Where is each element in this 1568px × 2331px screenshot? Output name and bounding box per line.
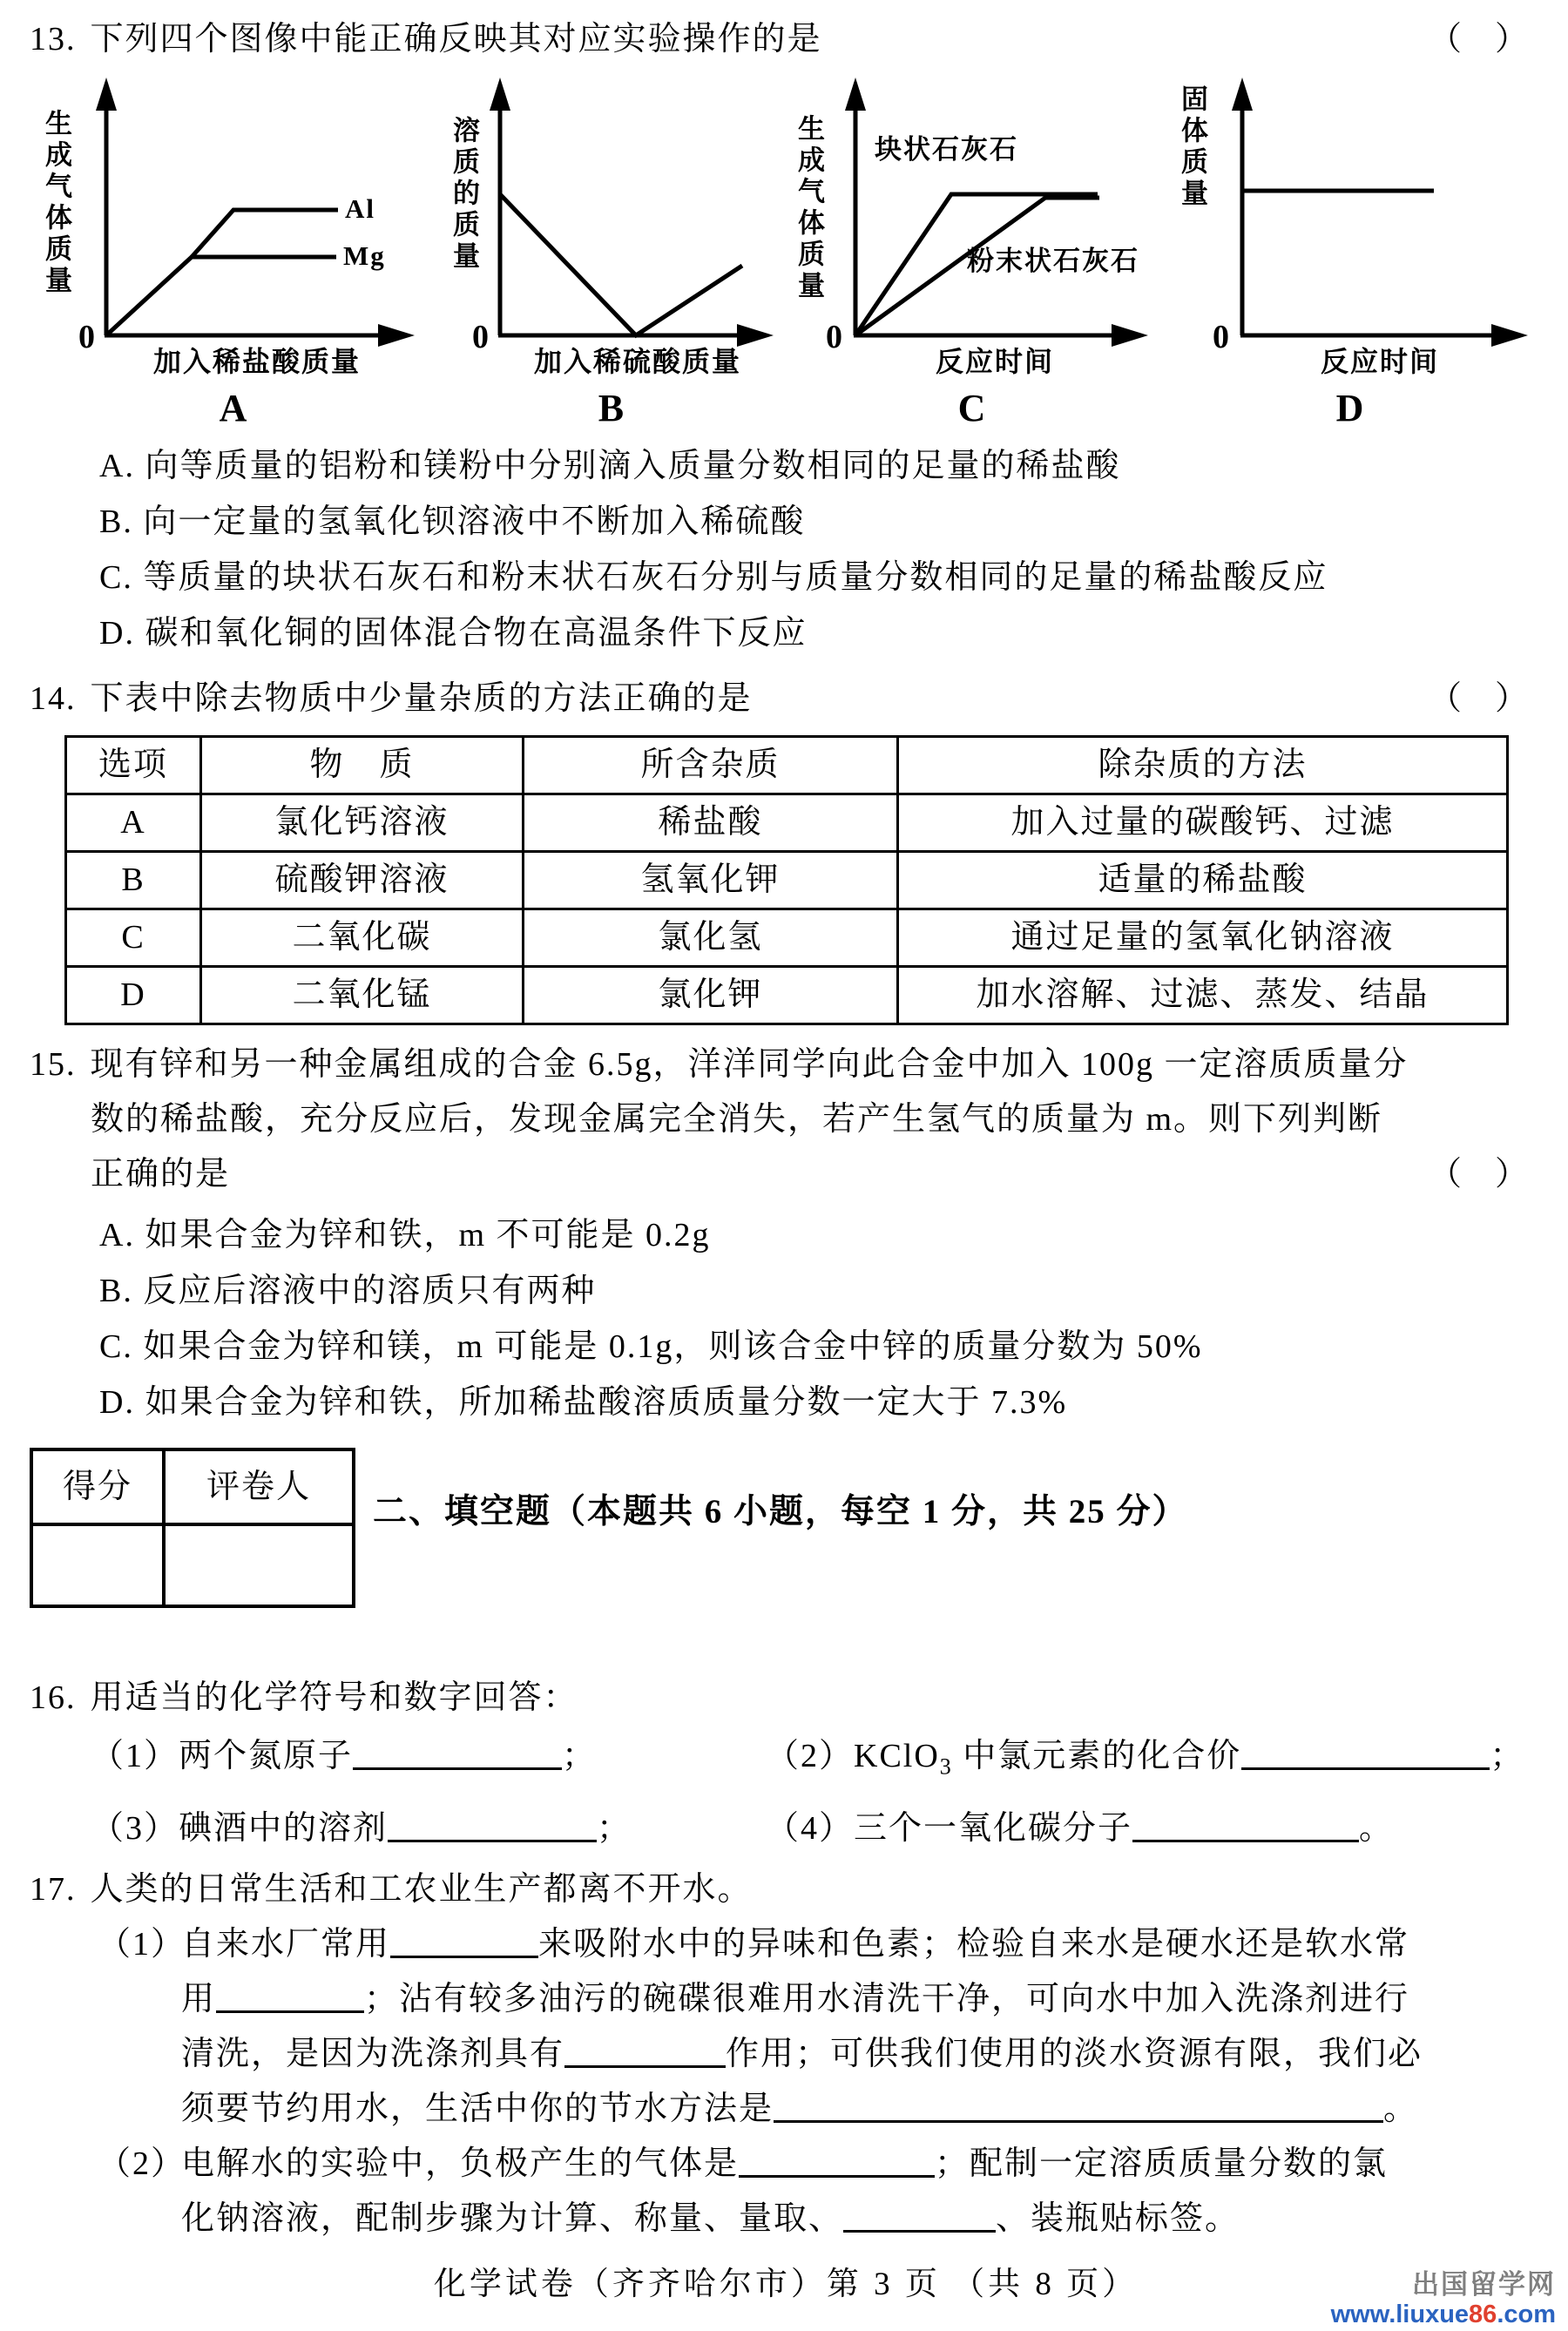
q16-item1 (91, 1726, 766, 1798)
q13-graphs-row (30, 72, 1542, 384)
q16-item3-text: （3）碘酒中的溶剂 (91, 1809, 389, 1847)
q17-item1-label: （1） (98, 1925, 186, 1963)
cell-method: 加水溶解、过滤、蒸发、结晶 (898, 967, 1508, 1024)
q16-item2 (766, 1726, 1524, 1798)
cell-option: C (66, 909, 201, 967)
q15-option-c: C. 如果合金为锌和镁，m 可能是 0.1g，则该合金中锌的质量分数为 50% (99, 1328, 1203, 1365)
q17-item1-seg2: 来吸附水中的异味和色素；检验自来水是硬水还是软水常 (538, 1925, 1410, 1963)
q17-item2-line2 (181, 2192, 1542, 2247)
cell-option: D (66, 967, 201, 1024)
q15-number: 15. (30, 1046, 77, 1083)
graph-c-xlabel: 反应时间 (935, 346, 1054, 377)
score-box-empty-row (31, 1524, 354, 1606)
q15-options (99, 1207, 1542, 1430)
score-box (30, 1448, 355, 1608)
answer-blank (390, 1923, 538, 1958)
q13-options (99, 438, 1542, 661)
q17-item1-seg3: 用 (181, 1980, 217, 2017)
q16-title: 用适当的化学符号和数字回答： (90, 1679, 578, 1716)
q17-item1-line2 (181, 1972, 1542, 2027)
watermark-site-url (1331, 2300, 1556, 2329)
cell-impurity: 氯化氢 (524, 909, 898, 967)
graph-c-curve-lump-label: 块状石灰石 (875, 134, 1018, 165)
q17-item1-seg4: ；沾有较多油污的碗碟很难用水清洗干净，可向水中加入洗涤剂进行 (364, 1980, 1410, 2017)
grader-cell-empty (164, 1524, 354, 1606)
q14-title: 下表中除去物质中少量杂质的方法正确的是 (90, 680, 753, 717)
cell-substance: 氯化钙溶液 (201, 794, 524, 852)
section2-title: 二、填空题（本题共 6 小题，每空 1 分，共 25 分） (373, 1493, 1188, 1530)
q13-option-b: B. 向一定量的氢氧化钡溶液中不断加入稀硫酸 (99, 503, 806, 540)
q16-title-line (30, 1671, 1542, 1726)
q16-row1 (91, 1726, 1542, 1798)
cell-impurity: 氯化钾 (524, 967, 898, 1024)
q14-answer-bracket: （ ） (1428, 680, 1528, 717)
answer-blank (739, 2143, 935, 2178)
table-row (66, 967, 1508, 1024)
graph-c-origin: 0 (826, 319, 844, 355)
q17-item1-line3 (181, 2027, 1542, 2082)
graph-b-ylabel: 溶质的质量 (449, 116, 479, 273)
table-row (66, 852, 1508, 909)
q16-row2 (91, 1798, 1542, 1859)
q15-line3 (91, 1147, 1542, 1202)
graph-c-letter: C (957, 387, 988, 429)
graph-c (787, 72, 1162, 384)
section2-header-row (30, 1448, 1542, 1608)
answer-blank (564, 2033, 726, 2068)
q16-item4-punct: 。 (1359, 1809, 1395, 1847)
q17-item2 (98, 2137, 1542, 2247)
q15-option-d: D. 如果合金为锌和铁，所加稀盐酸溶质质量分数一定大于 7.3% (99, 1384, 1068, 1421)
q13-number: 13. (30, 21, 77, 57)
q16-number: 16. (30, 1679, 77, 1716)
graph-c-ylabel: 生成气体质量 (794, 114, 824, 302)
graph-a-curve-al-label: Al (345, 193, 375, 224)
graph-c-curve-powder-label: 粉末状石灰石 (967, 246, 1139, 276)
score-cell-empty (31, 1524, 164, 1606)
q14-impurity-table (64, 735, 1509, 1025)
answer-blank (774, 2088, 1383, 2123)
watermark-site-name: 出国留学网 (1412, 2269, 1556, 2300)
q13-title-line (30, 12, 1542, 67)
graph-b-origin: 0 (472, 319, 490, 355)
q13-option-a: A. 向等质量的铝粉和镁粉中分别滴入质量分数相同的足量的稀盐酸 (99, 448, 1121, 484)
q15-line1 (30, 1037, 1542, 1092)
q17-item2-seg3: 化钠溶液，配制步骤为计算、称量、量取、 (181, 2199, 844, 2237)
q14-number: 14. (30, 680, 77, 717)
page-footer: 化学试卷（齐齐哈尔市）第 3 页 （共 8 页） (433, 2266, 1139, 2302)
graph-a-curve-mg-label: Mg (343, 240, 386, 271)
q16-item1-punct: ； (562, 1738, 598, 1774)
header-substance: 物 质 (201, 737, 524, 794)
watermark-url-part2: 86 (1469, 2301, 1497, 2328)
q16-item4-text: （4）三个一氧化碳分子 (766, 1809, 1133, 1847)
graph-b-xlabel: 加入稀硫酸质量 (533, 346, 741, 377)
q13-graph-letters (30, 384, 1542, 433)
answer-blank (353, 1735, 562, 1770)
cell-option: B (66, 852, 201, 909)
graph-a-xlabel: 加入稀盐酸质量 (152, 346, 361, 377)
q16-item1-text: （1）两个氮原子 (91, 1738, 354, 1774)
answer-blank (1241, 1735, 1490, 1770)
header-impurity: 所含杂质 (524, 737, 898, 794)
graph-a-letter: A (219, 387, 249, 429)
graph-d-origin: 0 (1213, 319, 1231, 355)
q17-item2-label: （2） (98, 2145, 186, 2182)
watermark (1331, 2270, 1556, 2329)
graph-a-ylabel: 生成气体质量 (41, 109, 71, 297)
table-row (66, 794, 1508, 852)
q17-item2-line1 (98, 2137, 1542, 2192)
q16-block (30, 1671, 1542, 1859)
q15-option-b: B. 反应后溶液中的溶质只有两种 (99, 1273, 597, 1309)
q17-title-line (30, 1862, 1542, 1917)
q15-text-line3: 正确的是 (91, 1156, 231, 1193)
header-method: 除杂质的方法 (898, 737, 1508, 794)
cell-substance: 硫酸钾溶液 (201, 852, 524, 909)
q17-block (30, 1862, 1542, 2247)
q17-item1-seg7: 须要节约用水，生活中你的节水方法是 (181, 2090, 774, 2127)
q17-item1-seg6: 作用；可供我们使用的淡水资源有限，我们必 (726, 2035, 1423, 2072)
q17-item2-seg2: ；配制一定溶质质量分数的氯 (935, 2145, 1389, 2182)
q15-text-line2: 数的稀盐酸，充分反应后，发现金属完全消失，若产生氢气的质量为 m。则下列判断 (91, 1101, 1383, 1138)
q13-title: 下列四个图像中能正确反映其对应实验操作的是 (90, 21, 822, 57)
q17-title: 人类的日常生活和工农业生产都离不开水。 (90, 1870, 753, 1908)
q17-number: 17. (30, 1870, 77, 1908)
cell-method: 通过足量的氢氧化钠溶液 (898, 909, 1508, 967)
q17-item2-seg4: 、装瓶贴标签。 (996, 2199, 1240, 2237)
q17-item1-punct: 。 (1383, 2090, 1419, 2127)
q17-item2-seg1: 电解水的实验中，负极产生的气体是 (181, 2145, 740, 2182)
graph-d-letter: D (1335, 387, 1366, 429)
q17-item1-line4 (181, 2082, 1542, 2137)
q17-item1-seg1: 自来水厂常用 (181, 1925, 391, 1963)
q16-item2-text: （2）KClO (766, 1738, 940, 1774)
answer-blank (843, 2198, 996, 2233)
q17-item1-seg5: 清洗，是因为洗涤剂具有 (181, 2035, 565, 2072)
header-option: 选项 (66, 737, 201, 794)
answer-blank (1132, 1807, 1359, 1842)
q17-item1 (98, 1917, 1542, 2137)
answer-blank (388, 1807, 597, 1842)
q16-item2-text2: 中氯元素的化合价 (952, 1738, 1242, 1774)
graph-a (30, 72, 439, 384)
cell-impurity: 氢氧化钾 (524, 852, 898, 909)
answer-blank (216, 1978, 364, 2013)
cell-method: 适量的稀盐酸 (898, 852, 1508, 909)
q13-option-c: C. 等质量的块状石灰石和粉末状石灰石分别与质量分数相同的足量的稀盐酸反应 (99, 559, 1328, 596)
q16-item3-punct: ； (597, 1809, 632, 1847)
grader-label: 评卷人 (164, 1449, 354, 1524)
graph-b-letter: B (598, 387, 626, 429)
q13-answer-bracket: （ ） (1428, 21, 1528, 57)
q15-option-a: A. 如果合金为锌和铁，m 不可能是 0.2g (99, 1217, 711, 1253)
graph-d-xlabel: 反应时间 (1320, 346, 1439, 377)
q16-item2-punct: ； (1490, 1738, 1525, 1774)
table-row (66, 909, 1508, 967)
cell-option: A (66, 794, 201, 852)
watermark-url-part1: www.liuxue (1330, 2301, 1470, 2328)
q15-answer-bracket: （ ） (1428, 1156, 1528, 1193)
q15-block (30, 1037, 1542, 1430)
watermark-url-part3: .com (1497, 2301, 1556, 2328)
cell-method: 加入过量的碳酸钙、过滤 (898, 794, 1508, 852)
cell-substance: 二氧化碳 (201, 909, 524, 967)
q17-item1-line1 (98, 1917, 1542, 1972)
graph-b (439, 72, 787, 384)
q15-text-line1: 现有锌和另一种金属组成的合金 6.5g，洋洋同学向此合金中加入 100g 一定溶质质量分 (90, 1046, 1409, 1083)
q16-item4 (766, 1798, 1394, 1859)
score-label: 得分 (31, 1449, 164, 1524)
graph-a-origin: 0 (78, 319, 97, 355)
q16-item2-subscript: 3 (939, 1753, 953, 1780)
graph-b-axes (439, 72, 787, 373)
q16-item3 (91, 1798, 766, 1859)
q13-option-d: D. 碳和氧化铜的固体混合物在高温条件下反应 (99, 615, 808, 652)
graph-d-ylabel: 固体质量 (1177, 84, 1207, 210)
score-box-label-row (31, 1449, 354, 1524)
cell-substance: 二氧化锰 (201, 967, 524, 1024)
table-header-row (66, 737, 1508, 794)
q14-title-line (30, 672, 1542, 726)
cell-impurity: 稀盐酸 (524, 794, 898, 852)
graph-d (1162, 72, 1545, 384)
